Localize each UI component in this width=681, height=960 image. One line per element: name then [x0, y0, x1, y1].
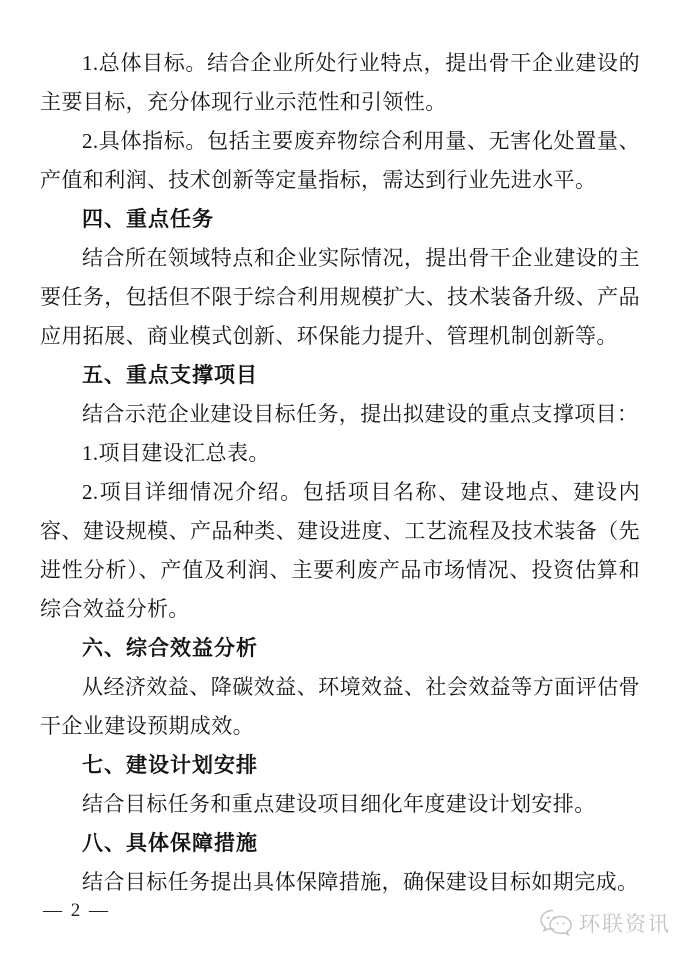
paragraph-project-summary: 1.项目建设汇总表。 [82, 441, 270, 465]
section-heading-key-tasks: 四、重点任务 [82, 208, 214, 231]
paragraph-overall-goal: 1.总体目标。结合企业所处行业特点，提出骨干企业建设的主要目标，充分体现行业示范性和引领性。 [40, 51, 640, 114]
watermark-label: 环联资讯 [579, 912, 671, 936]
paragraph-benefit-analysis: 从经济效益、降碳效益、环境效益、社会效益等方面评估骨干企业建设预期成效。 [40, 675, 640, 738]
page-number: — 2 — [43, 900, 110, 921]
paragraph-schedule: 结合目标任务和重点建设项目细化年度建设计划安排。 [82, 792, 596, 816]
watermark [538, 908, 671, 938]
section-heading-benefit-analysis: 六、综合效益分析 [82, 637, 258, 660]
paragraph-specific-metrics: 2.具体指标。包括主要废弃物综合利用量、无害化处置量、产值和利润、技术创新等定量指标，需达到行业先进水平。 [40, 129, 640, 192]
paragraph-key-tasks: 结合所在领域特点和企业实际情况，提出骨干企业建设的主要任务，包括但不限于综合利用规模扩大、技术装备升级、产品应用拓展、商业模式创新、环保能力提升、管理机制创新等。 [40, 246, 640, 348]
paragraph-safeguards: 结合目标任务提出具体保障措施，确保建设目标如期完成。 [82, 870, 639, 894]
paragraph-project-details: 2.项目详细情况介绍。包括项目名称、建设地点、建设内容、建设规模、产品种类、建设进度、工艺流程及技术装备（先进性分析）、产值及利润、主要利废产品市场情况、投资估算和综合效益分析。 [40, 480, 640, 621]
paragraph-projects-intro: 结合示范企业建设目标任务，提出拟建设的重点支撑项目： [82, 402, 639, 426]
section-heading-key-projects: 五、重点支撑项目 [82, 364, 258, 387]
wechat-bubbles-icon [538, 908, 574, 938]
section-heading-safeguards: 八、具体保障措施 [82, 832, 258, 855]
section-heading-schedule: 七、建设计划安排 [82, 754, 258, 777]
